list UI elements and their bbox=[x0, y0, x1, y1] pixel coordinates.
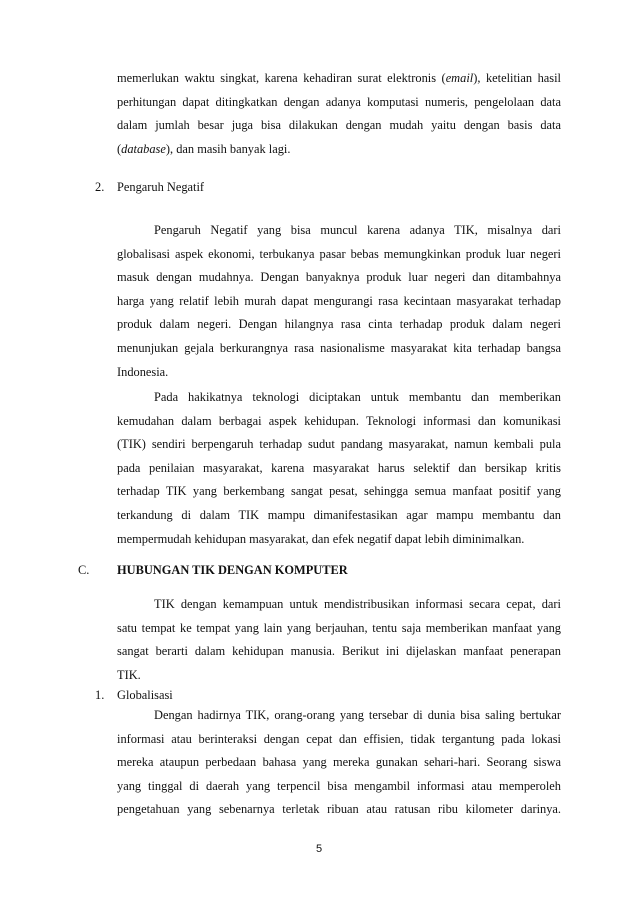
text-line: TIK dengan kemampuan untuk mendistribusikan informasi secara cepat, dari bbox=[154, 597, 561, 611]
text-line: yang tinggal di daerah yang terpencil bisa mengambil informasi atau memperoleh bbox=[117, 778, 561, 793]
text-line: mereka ataupun perbedaan bahasa yang mereka gunakan sehari-hari. Seorang siswa bbox=[117, 755, 561, 770]
italic-term: email bbox=[445, 71, 474, 85]
text-line: globalisasi aspek ekonomi, terbukanya pasar bebas memungkinkan produk luar negeri bbox=[117, 246, 561, 261]
text-line: dalam jumlah besar juga bisa dilakukan dengan mudah yaitu dengan basis data bbox=[117, 118, 561, 133]
text-line: satu tempat ke tempat yang lain yang berjauhan, tentu saja memberikan manfaat yang bbox=[117, 620, 561, 635]
paragraph-hakikat-teknologi bbox=[117, 386, 561, 551]
list-number-2: 2. bbox=[95, 180, 105, 194]
section-title-hubungan-tik: HUBUNGAN TIK DENGAN KOMPUTER bbox=[117, 563, 348, 577]
text-line: (TIK) sendiri berpengaruh terhadap sudut pandang masyarakat, namun kembali pula bbox=[117, 437, 561, 452]
list-title-globalisasi: Globalisasi bbox=[117, 688, 173, 702]
section-letter-c: C. bbox=[78, 563, 90, 577]
paragraph-tik-distribusi bbox=[117, 593, 561, 687]
text-line: mempermudah kehidupan masyarakat, dan efek negatif dapat lebih diminimalkan. bbox=[117, 531, 525, 546]
text-line: sangat berarti dalam kehidupan manusia. Berikut ini dijelaskan manfaat penerapan bbox=[117, 644, 561, 659]
paragraph-globalisasi bbox=[117, 704, 561, 822]
text-line: pengetahuan yang sebenarnya terletak ribuan atau ratusan ribu kilometer darinya. bbox=[117, 802, 561, 817]
paragraph-email-database bbox=[117, 67, 561, 161]
italic-term: database bbox=[121, 141, 166, 156]
list-number-1: 1. bbox=[95, 688, 105, 702]
page-number: 5 bbox=[315, 843, 323, 855]
text-line: terhadap TIK yang berkembang sangat pesat, sehingga semua manfaat positif yang bbox=[117, 484, 561, 499]
text-line: Dengan hadirnya TIK, orang-orang yang tersebar di dunia bisa saling bertukar bbox=[154, 708, 561, 722]
text-line: informasi atau berinteraksi dengan cepat dan effisien, tidak tergantung pada lokasi bbox=[117, 731, 561, 746]
text-line: pada penilaian masyarakat, karena masyarakat harus selektif dan bersikap kritis bbox=[117, 460, 561, 475]
text-line: perhitungan dapat ditingkatkan dengan adanya komputasi numeris, pengelolaan data bbox=[117, 94, 561, 109]
text-line: menunjukan gejala berkurangnya rasa nasionalisme masyarakat kita terhadap bangsa bbox=[117, 340, 561, 355]
text-line: (database), dan masih banyak lagi. bbox=[117, 141, 291, 156]
text-line: terkandung di dalam TIK mampu dimanifestasikan agar mampu membantu dan bbox=[117, 507, 561, 522]
text-line: harga yang relatif lebih murah dapat mengurangi rasa kecintaan masyarakat terhadap bbox=[117, 293, 561, 308]
text-line: Pengaruh Negatif yang bisa muncul karena adanya TIK, misalnya dari bbox=[154, 223, 561, 237]
paragraph-pengaruh-negatif bbox=[117, 219, 561, 384]
text-line: Indonesia. bbox=[117, 364, 169, 379]
list-title-pengaruh-negatif: Pengaruh Negatif bbox=[117, 180, 205, 194]
text-line: kemudahan dalam berbagai aspek kehidupan. Teknologi informasi dan komunikasi bbox=[117, 413, 561, 428]
text-line: TIK. bbox=[117, 667, 141, 682]
text-line: produk dalam negeri. Dengan hilangnya rasa cinta terhadap produk dalam negeri bbox=[117, 317, 561, 332]
text-line: memerlukan waktu singkat, karena kehadiran surat elektronis (email), ketelitian hasil bbox=[117, 71, 561, 85]
text-line: Pada hakikatnya teknologi diciptakan untuk membantu dan memberikan bbox=[154, 390, 561, 404]
text-line: masuk dengan mudahnya. Dengan banyaknya produk luar negeri dan ditambahnya bbox=[117, 270, 561, 285]
